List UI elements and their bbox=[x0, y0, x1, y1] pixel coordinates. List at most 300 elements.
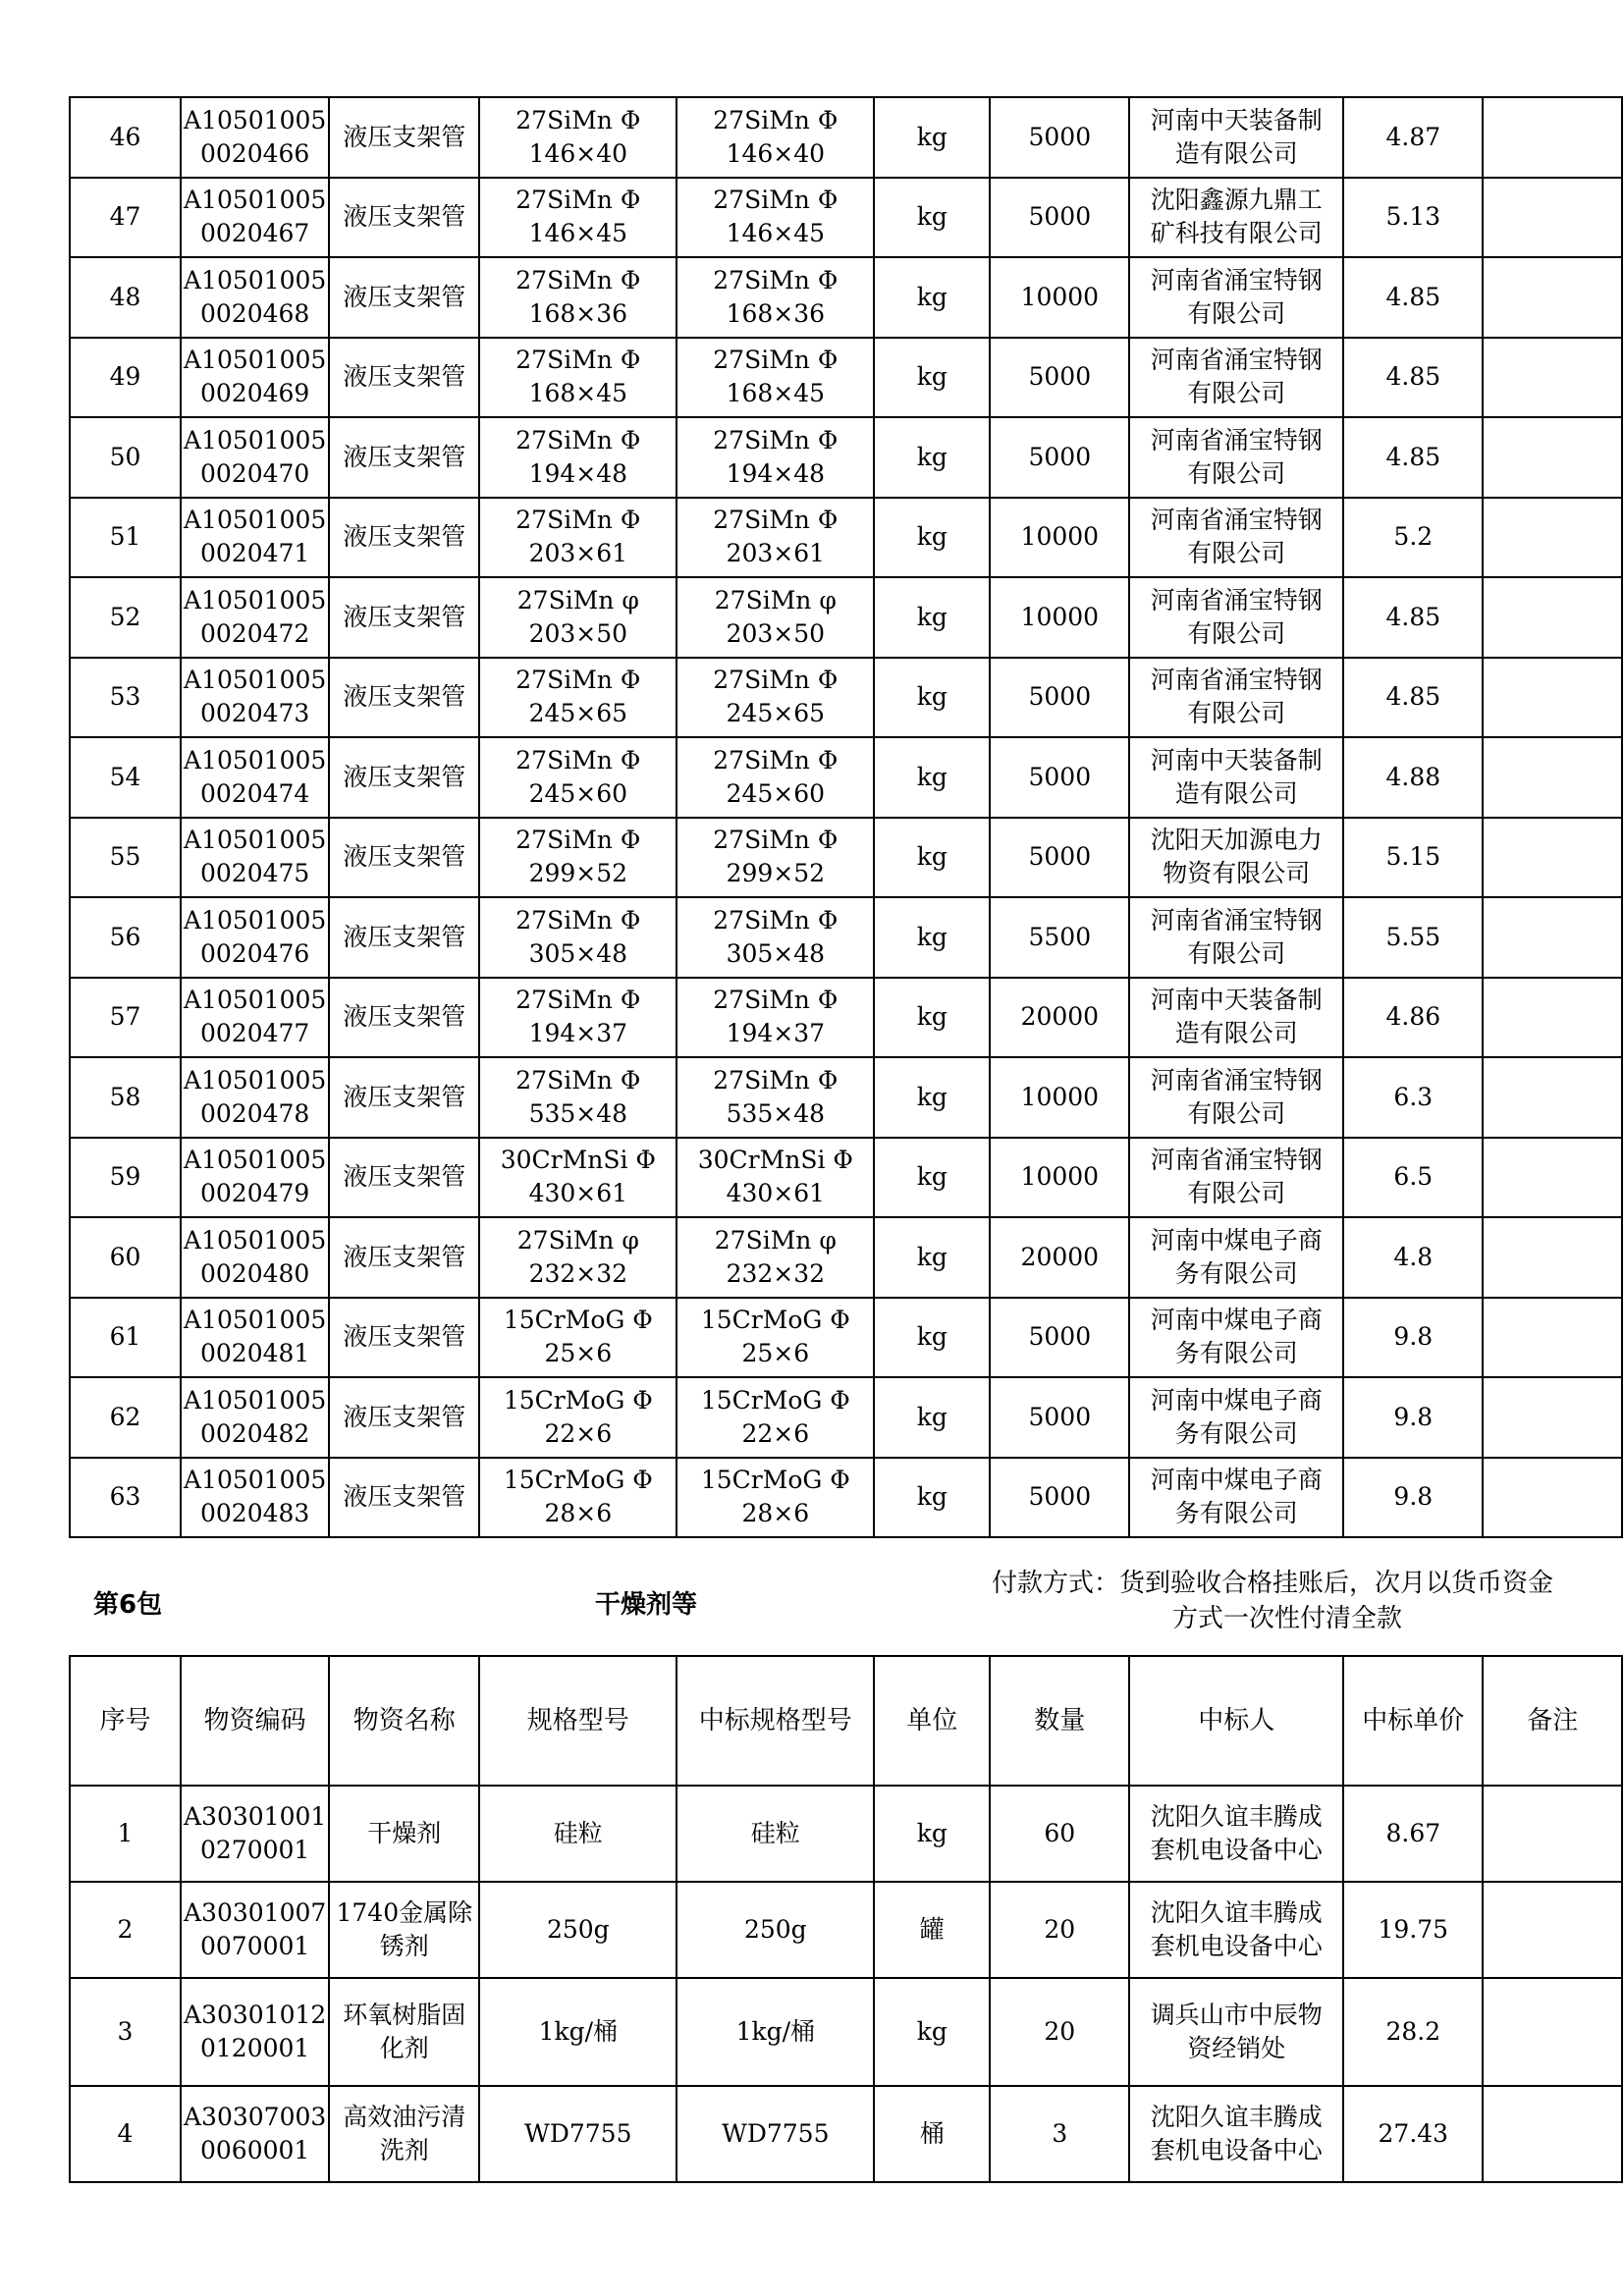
winner-cell-text: 有限公司 bbox=[1187, 298, 1286, 328]
qty-cell bbox=[990, 1298, 1129, 1378]
price-cell bbox=[1343, 1882, 1483, 1978]
bid-spec-cell-text: 27SiMn Φ bbox=[713, 826, 839, 855]
winner-cell-text: 有限公司 bbox=[1187, 1098, 1286, 1128]
payment-terms-line1: 付款方式：货到验收合格挂账后，次月以货币资金 bbox=[992, 1569, 1554, 1598]
code-cell bbox=[181, 1978, 329, 2086]
name-cell bbox=[329, 658, 479, 738]
spec-cell-text: 27SiMn Φ bbox=[515, 1065, 641, 1095]
winner-cell-text: 物资有限公司 bbox=[1163, 859, 1311, 888]
bid-spec-cell bbox=[677, 97, 874, 178]
name-cell-text: 液压支架管 bbox=[343, 122, 466, 151]
qty-cell-text: 5000 bbox=[1028, 362, 1092, 392]
price-cell-text: 9.8 bbox=[1393, 1482, 1434, 1512]
price-cell-text: 4.87 bbox=[1385, 122, 1441, 151]
bid-spec-cell-text: 194×48 bbox=[726, 458, 826, 488]
name-cell bbox=[329, 737, 479, 818]
name-cell bbox=[329, 498, 479, 578]
table-row bbox=[70, 97, 1622, 178]
unit-cell-text: kg bbox=[916, 2017, 947, 2046]
qty-cell bbox=[990, 1057, 1129, 1138]
winner-cell-text: 河南中煤电子商 bbox=[1150, 1225, 1323, 1255]
spec-cell-text: 168×36 bbox=[528, 298, 628, 328]
note-cell bbox=[1483, 498, 1622, 578]
winner-cell-text: 资经销处 bbox=[1187, 2034, 1286, 2062]
price-cell bbox=[1343, 978, 1483, 1058]
qty-cell bbox=[990, 1377, 1129, 1458]
bid-spec-cell-text: WD7755 bbox=[722, 2119, 830, 2148]
code-cell-text: 0020477 bbox=[199, 1019, 310, 1048]
qty-cell-text: 20000 bbox=[1020, 1242, 1100, 1271]
seq-cell-text: 53 bbox=[109, 682, 141, 712]
unit-cell-text: kg bbox=[916, 202, 947, 232]
code-cell bbox=[181, 97, 329, 178]
table-row bbox=[70, 178, 1622, 258]
name-cell-text: 液压支架管 bbox=[343, 1162, 466, 1192]
spec-cell-text: 203×61 bbox=[528, 539, 628, 568]
package-title: 干燥剂等 bbox=[595, 1590, 698, 1620]
name-cell bbox=[329, 338, 479, 418]
qty-cell bbox=[990, 737, 1129, 818]
winner-cell-text: 河南中煤电子商 bbox=[1150, 1306, 1323, 1335]
seq-cell bbox=[70, 1377, 181, 1458]
spec-cell bbox=[479, 1786, 677, 1882]
code-cell bbox=[181, 1882, 329, 1978]
unit-cell bbox=[874, 1057, 990, 1138]
price-cell-text: 6.5 bbox=[1393, 1162, 1434, 1192]
price-cell-text: 4.8 bbox=[1393, 1242, 1434, 1271]
name-cell-text: 干燥剂 bbox=[367, 1819, 442, 1847]
qty-cell-text: 20 bbox=[1044, 2017, 1076, 2046]
note-cell bbox=[1483, 1298, 1622, 1378]
unit-cell-text: kg bbox=[916, 1819, 947, 1847]
column-header: 数量 bbox=[990, 1656, 1129, 1786]
bid-spec-cell-text: 27SiMn Φ bbox=[713, 666, 839, 695]
seq-cell-text: 58 bbox=[109, 1082, 141, 1111]
name-cell-text: 液压支架管 bbox=[343, 362, 466, 392]
qty-cell bbox=[990, 1882, 1129, 1978]
spec-cell-text: 27SiMn Φ bbox=[515, 265, 641, 294]
table-row bbox=[70, 1057, 1622, 1138]
qty-cell bbox=[990, 897, 1129, 978]
code-cell bbox=[181, 1458, 329, 1538]
unit-cell bbox=[874, 97, 990, 178]
unit-cell bbox=[874, 737, 990, 818]
note-cell bbox=[1483, 2086, 1622, 2182]
note-cell bbox=[1483, 737, 1622, 818]
bid-spec-cell bbox=[677, 178, 874, 258]
bid-spec-cell-text: 27SiMn Φ bbox=[713, 905, 839, 934]
spec-cell-text: 194×37 bbox=[528, 1019, 628, 1048]
seq-cell-text: 4 bbox=[117, 2119, 134, 2148]
spec-cell-text: 27SiMn Φ bbox=[515, 425, 641, 454]
price-cell-text: 19.75 bbox=[1378, 1915, 1449, 1944]
winner-cell-text: 套机电设备中心 bbox=[1150, 1932, 1323, 1960]
code-cell bbox=[181, 1377, 329, 1458]
name-cell-text: 液压支架管 bbox=[343, 682, 466, 712]
seq-cell-text: 61 bbox=[109, 1322, 141, 1352]
unit-cell bbox=[874, 897, 990, 978]
price-cell-text: 9.8 bbox=[1393, 1322, 1434, 1352]
payment-terms-line2: 方式一次性付清全款 bbox=[1172, 1604, 1403, 1633]
bid-spec-cell-text: 30CrMnSi Φ bbox=[697, 1146, 853, 1175]
note-cell bbox=[1483, 338, 1622, 418]
unit-cell-text: kg bbox=[916, 522, 947, 552]
note-cell bbox=[1483, 818, 1622, 898]
winner-cell-text: 沈阳久谊丰腾成 bbox=[1150, 1898, 1323, 1927]
seq-cell bbox=[70, 1458, 181, 1538]
code-cell-text: A10501005 bbox=[184, 1225, 327, 1255]
unit-cell bbox=[874, 1217, 990, 1298]
bid-spec-cell-text: 194×37 bbox=[726, 1019, 826, 1048]
code-cell bbox=[181, 658, 329, 738]
price-cell bbox=[1343, 818, 1483, 898]
name-cell-text: 液压支架管 bbox=[343, 842, 466, 872]
name-cell bbox=[329, 1978, 479, 2086]
unit-cell-text: kg bbox=[916, 602, 947, 631]
table-row bbox=[70, 498, 1622, 578]
spec-cell bbox=[479, 498, 677, 578]
qty-cell-text: 20 bbox=[1044, 1915, 1076, 1944]
code-cell-text: 0270001 bbox=[199, 1836, 310, 1864]
name-cell-text: 液压支架管 bbox=[343, 1002, 466, 1032]
code-cell bbox=[181, 498, 329, 578]
code-cell-text: A30301007 bbox=[184, 1898, 327, 1927]
bid-spec-cell-text: 27SiMn Φ bbox=[713, 745, 839, 774]
spec-cell-text: 27SiMn φ bbox=[516, 1225, 639, 1255]
table-row bbox=[70, 658, 1622, 738]
unit-cell bbox=[874, 417, 990, 498]
code-cell-text: A10501005 bbox=[184, 506, 327, 535]
bid-spec-cell-text: 27SiMn Φ bbox=[713, 986, 839, 1015]
spec-cell bbox=[479, 257, 677, 338]
seq-cell bbox=[70, 1298, 181, 1378]
winner-cell-text: 河南省涌宝特钢 bbox=[1150, 265, 1323, 294]
table-row bbox=[70, 1786, 1622, 1882]
bid-spec-cell-text: 245×65 bbox=[726, 699, 826, 728]
price-cell bbox=[1343, 1217, 1483, 1298]
winner-cell-text: 有限公司 bbox=[1187, 458, 1286, 488]
price-cell-text: 5.55 bbox=[1385, 922, 1441, 951]
price-cell bbox=[1343, 577, 1483, 658]
header-row bbox=[70, 1656, 1622, 1786]
price-cell-text: 27.43 bbox=[1378, 2119, 1449, 2148]
bid-spec-cell bbox=[677, 818, 874, 898]
bid-spec-cell bbox=[677, 1217, 874, 1298]
name-cell-text: 液压支架管 bbox=[343, 602, 466, 631]
unit-cell-text: kg bbox=[916, 1162, 947, 1192]
winner-cell bbox=[1129, 498, 1343, 578]
table-row bbox=[70, 1978, 1622, 2086]
winner-cell bbox=[1129, 338, 1343, 418]
unit-cell-text: kg bbox=[916, 1482, 947, 1512]
winner-cell-text: 有限公司 bbox=[1187, 1179, 1286, 1208]
name-cell-text: 液压支架管 bbox=[343, 1482, 466, 1512]
seq-cell bbox=[70, 178, 181, 258]
winner-cell-text: 套机电设备中心 bbox=[1150, 1836, 1323, 1864]
spec-cell-text: 27SiMn Φ bbox=[515, 666, 641, 695]
column-header: 物资编码 bbox=[181, 1656, 329, 1786]
qty-cell bbox=[990, 1458, 1129, 1538]
bid-spec-cell-text: 245×60 bbox=[726, 778, 826, 808]
winner-cell bbox=[1129, 178, 1343, 258]
name-cell-text: 高效油污清 bbox=[343, 2103, 466, 2131]
winner-cell-text: 务有限公司 bbox=[1174, 1339, 1298, 1368]
spec-cell-text: 27SiMn Φ bbox=[515, 105, 641, 134]
name-cell-text: 液压支架管 bbox=[343, 1402, 466, 1431]
winner-cell bbox=[1129, 737, 1343, 818]
seq-cell bbox=[70, 2086, 181, 2182]
column-header: 单位 bbox=[874, 1656, 990, 1786]
price-cell bbox=[1343, 1978, 1483, 2086]
column-header: 中标规格型号 bbox=[677, 1656, 874, 1786]
winner-cell bbox=[1129, 818, 1343, 898]
seq-cell bbox=[70, 1882, 181, 1978]
price-cell bbox=[1343, 2086, 1483, 2182]
spec-cell bbox=[479, 1978, 677, 2086]
seq-cell-text: 49 bbox=[109, 362, 141, 392]
seq-cell bbox=[70, 1217, 181, 1298]
unit-cell bbox=[874, 658, 990, 738]
code-cell bbox=[181, 897, 329, 978]
note-cell bbox=[1483, 577, 1622, 658]
spec-cell bbox=[479, 1882, 677, 1978]
unit-cell-text: 桶 bbox=[919, 2119, 945, 2148]
winner-cell-text: 矿科技有限公司 bbox=[1150, 219, 1323, 248]
bid-spec-cell bbox=[677, 737, 874, 818]
price-cell-text: 5.2 bbox=[1393, 522, 1434, 552]
qty-cell-text: 60 bbox=[1044, 1819, 1076, 1847]
winner-cell-text: 沈阳鑫源九鼎工 bbox=[1150, 186, 1323, 215]
spec-cell bbox=[479, 577, 677, 658]
name-cell bbox=[329, 1298, 479, 1378]
code-cell-text: A30307003 bbox=[184, 2103, 327, 2131]
spec-cell-text: 27SiMn Φ bbox=[515, 905, 641, 934]
qty-cell bbox=[990, 1217, 1129, 1298]
code-cell bbox=[181, 1298, 329, 1378]
winner-cell bbox=[1129, 1786, 1343, 1882]
code-cell-text: 0020479 bbox=[199, 1179, 310, 1208]
qty-cell bbox=[990, 1138, 1129, 1218]
name-cell-text: 液压支架管 bbox=[343, 442, 466, 471]
spec-cell-text: 1kg/桶 bbox=[538, 2017, 619, 2046]
seq-cell-text: 55 bbox=[109, 842, 141, 872]
price-cell bbox=[1343, 417, 1483, 498]
seq-cell-text: 57 bbox=[109, 1002, 141, 1032]
column-header: 中标人 bbox=[1129, 1656, 1343, 1786]
winner-cell bbox=[1129, 1217, 1343, 1298]
bid-spec-cell-text: 27SiMn φ bbox=[714, 1225, 837, 1255]
unit-cell bbox=[874, 818, 990, 898]
code-cell-text: A10501005 bbox=[184, 1466, 327, 1495]
winner-cell bbox=[1129, 2086, 1343, 2182]
code-cell bbox=[181, 978, 329, 1058]
note-cell bbox=[1483, 1458, 1622, 1538]
bid-spec-cell-text: 146×40 bbox=[726, 138, 826, 168]
code-cell-text: 0020482 bbox=[199, 1418, 310, 1448]
bid-spec-cell-text: 27SiMn Φ bbox=[713, 346, 839, 375]
bid-spec-cell-text: 15CrMoG Φ bbox=[700, 1306, 850, 1335]
spec-cell bbox=[479, 658, 677, 738]
qty-cell-text: 3 bbox=[1052, 2119, 1068, 2148]
seq-cell-text: 59 bbox=[109, 1162, 141, 1192]
unit-cell bbox=[874, 498, 990, 578]
spec-cell-text: 25×6 bbox=[544, 1339, 613, 1368]
unit-cell bbox=[874, 1138, 990, 1218]
spec-cell-text: 27SiMn φ bbox=[516, 585, 639, 614]
code-cell-text: 0060001 bbox=[199, 2136, 310, 2164]
seq-cell-text: 63 bbox=[109, 1482, 141, 1512]
code-cell-text: A10501005 bbox=[184, 265, 327, 294]
name-cell bbox=[329, 1217, 479, 1298]
price-cell bbox=[1343, 658, 1483, 738]
winner-cell-text: 河南中天装备制 bbox=[1150, 745, 1323, 774]
name-cell bbox=[329, 1458, 479, 1538]
winner-cell bbox=[1129, 1057, 1343, 1138]
qty-cell-text: 5000 bbox=[1028, 442, 1092, 471]
unit-cell bbox=[874, 338, 990, 418]
price-cell-text: 5.15 bbox=[1385, 842, 1441, 872]
seq-cell-text: 47 bbox=[109, 202, 141, 232]
name-cell-text: 液压支架管 bbox=[343, 1322, 466, 1352]
bid-spec-cell-text: 27SiMn Φ bbox=[713, 1065, 839, 1095]
winner-cell-text: 河南省涌宝特钢 bbox=[1150, 1065, 1323, 1095]
bid-spec-cell bbox=[677, 338, 874, 418]
winner-cell-text: 河南省涌宝特钢 bbox=[1150, 585, 1323, 614]
winner-cell-text: 务有限公司 bbox=[1174, 1418, 1298, 1448]
spec-cell bbox=[479, 1377, 677, 1458]
spec-cell-text: 232×32 bbox=[528, 1258, 628, 1288]
bid-spec-cell-text: 299×52 bbox=[726, 859, 826, 888]
spec-cell bbox=[479, 1057, 677, 1138]
code-cell-text: A10501005 bbox=[184, 346, 327, 375]
name-cell bbox=[329, 577, 479, 658]
qty-cell bbox=[990, 978, 1129, 1058]
spec-cell bbox=[479, 417, 677, 498]
code-cell-text: 0020481 bbox=[199, 1339, 310, 1368]
unit-cell-text: kg bbox=[916, 842, 947, 872]
spec-cell-text: 535×48 bbox=[528, 1098, 628, 1128]
price-cell bbox=[1343, 737, 1483, 818]
seq-cell bbox=[70, 1138, 181, 1218]
winner-cell bbox=[1129, 897, 1343, 978]
spec-cell-text: 15CrMoG Φ bbox=[503, 1385, 653, 1415]
name-cell-text: 洗剂 bbox=[379, 2136, 429, 2164]
bid-spec-cell bbox=[677, 1298, 874, 1378]
bid-spec-cell bbox=[677, 577, 874, 658]
column-header: 物资名称 bbox=[329, 1656, 479, 1786]
qty-cell-text: 10000 bbox=[1020, 282, 1100, 311]
price-cell bbox=[1343, 1786, 1483, 1882]
seq-cell-text: 50 bbox=[109, 442, 141, 471]
spec-cell-text: 430×61 bbox=[528, 1179, 628, 1208]
unit-cell bbox=[874, 257, 990, 338]
name-cell-text: 液压支架管 bbox=[343, 202, 466, 232]
winner-cell-text: 河南中天装备制 bbox=[1150, 105, 1323, 134]
bid-spec-cell bbox=[677, 1377, 874, 1458]
bid-spec-cell-text: 27SiMn Φ bbox=[713, 506, 839, 535]
spec-cell-text: 27SiMn Φ bbox=[515, 506, 641, 535]
bid-spec-cell bbox=[677, 1882, 874, 1978]
unit-cell bbox=[874, 178, 990, 258]
code-cell-text: A10501005 bbox=[184, 425, 327, 454]
seq-cell-text: 51 bbox=[109, 522, 141, 552]
spec-cell-text: 194×48 bbox=[528, 458, 628, 488]
winner-cell-text: 有限公司 bbox=[1187, 618, 1286, 648]
code-cell-text: A10501005 bbox=[184, 585, 327, 614]
winner-cell bbox=[1129, 1978, 1343, 2086]
bid-spec-cell-text: 25×6 bbox=[741, 1339, 810, 1368]
unit-cell-text: kg bbox=[916, 1242, 947, 1271]
qty-cell-text: 5000 bbox=[1028, 762, 1092, 791]
qty-cell bbox=[990, 338, 1129, 418]
bid-spec-cell-text: 22×6 bbox=[741, 1418, 810, 1448]
spec-cell-text: 203×50 bbox=[528, 618, 628, 648]
spec-cell-text: 146×40 bbox=[528, 138, 628, 168]
winner-cell-text: 调兵山市中辰物 bbox=[1150, 2001, 1323, 2029]
seq-cell bbox=[70, 1978, 181, 2086]
seq-cell-text: 62 bbox=[109, 1402, 141, 1431]
seq-cell bbox=[70, 658, 181, 738]
qty-cell bbox=[990, 1786, 1129, 1882]
seq-cell bbox=[70, 1057, 181, 1138]
winner-cell-text: 有限公司 bbox=[1187, 938, 1286, 968]
code-cell-text: 0020474 bbox=[199, 778, 310, 808]
bid-spec-cell-text: 305×48 bbox=[726, 938, 826, 968]
winner-cell bbox=[1129, 257, 1343, 338]
winner-cell-text: 造有限公司 bbox=[1174, 138, 1298, 168]
spec-cell-text: 30CrMnSi Φ bbox=[500, 1146, 656, 1175]
code-cell-text: A30301001 bbox=[184, 1802, 327, 1831]
table-row bbox=[70, 417, 1622, 498]
qty-cell-text: 5000 bbox=[1028, 682, 1092, 712]
bid-spec-cell-text: 27SiMn φ bbox=[714, 585, 837, 614]
price-cell bbox=[1343, 1298, 1483, 1378]
name-cell bbox=[329, 1377, 479, 1458]
code-cell bbox=[181, 1786, 329, 1882]
spec-cell bbox=[479, 1138, 677, 1218]
name-cell-text: 锈剂 bbox=[379, 1932, 429, 1960]
seq-cell-text: 54 bbox=[109, 762, 141, 791]
qty-cell-text: 5500 bbox=[1028, 922, 1092, 951]
price-cell bbox=[1343, 1057, 1483, 1138]
price-cell-text: 6.3 bbox=[1393, 1082, 1434, 1111]
column-header: 备注 bbox=[1483, 1656, 1622, 1786]
price-cell-text: 4.85 bbox=[1385, 682, 1441, 712]
bid-spec-cell bbox=[677, 1138, 874, 1218]
name-cell bbox=[329, 2086, 479, 2182]
spec-cell-text: 27SiMn Φ bbox=[515, 826, 641, 855]
bid-spec-cell bbox=[677, 897, 874, 978]
spec-cell bbox=[479, 2086, 677, 2182]
qty-cell bbox=[990, 2086, 1129, 2182]
qty-cell bbox=[990, 1978, 1129, 2086]
unit-cell bbox=[874, 1458, 990, 1538]
winner-cell-text: 有限公司 bbox=[1187, 699, 1286, 728]
unit-cell bbox=[874, 2086, 990, 2182]
qty-cell bbox=[990, 257, 1129, 338]
bid-spec-cell bbox=[677, 498, 874, 578]
unit-cell bbox=[874, 1978, 990, 2086]
qty-cell-text: 5000 bbox=[1028, 202, 1092, 232]
code-cell bbox=[181, 338, 329, 418]
winner-cell-text: 造有限公司 bbox=[1174, 1019, 1298, 1048]
code-cell-text: 0070001 bbox=[199, 1932, 310, 1960]
bid-spec-cell-text: 27SiMn Φ bbox=[713, 186, 839, 215]
note-cell bbox=[1483, 257, 1622, 338]
name-cell bbox=[329, 1882, 479, 1978]
spec-cell-text: WD7755 bbox=[524, 2119, 632, 2148]
price-cell bbox=[1343, 1138, 1483, 1218]
